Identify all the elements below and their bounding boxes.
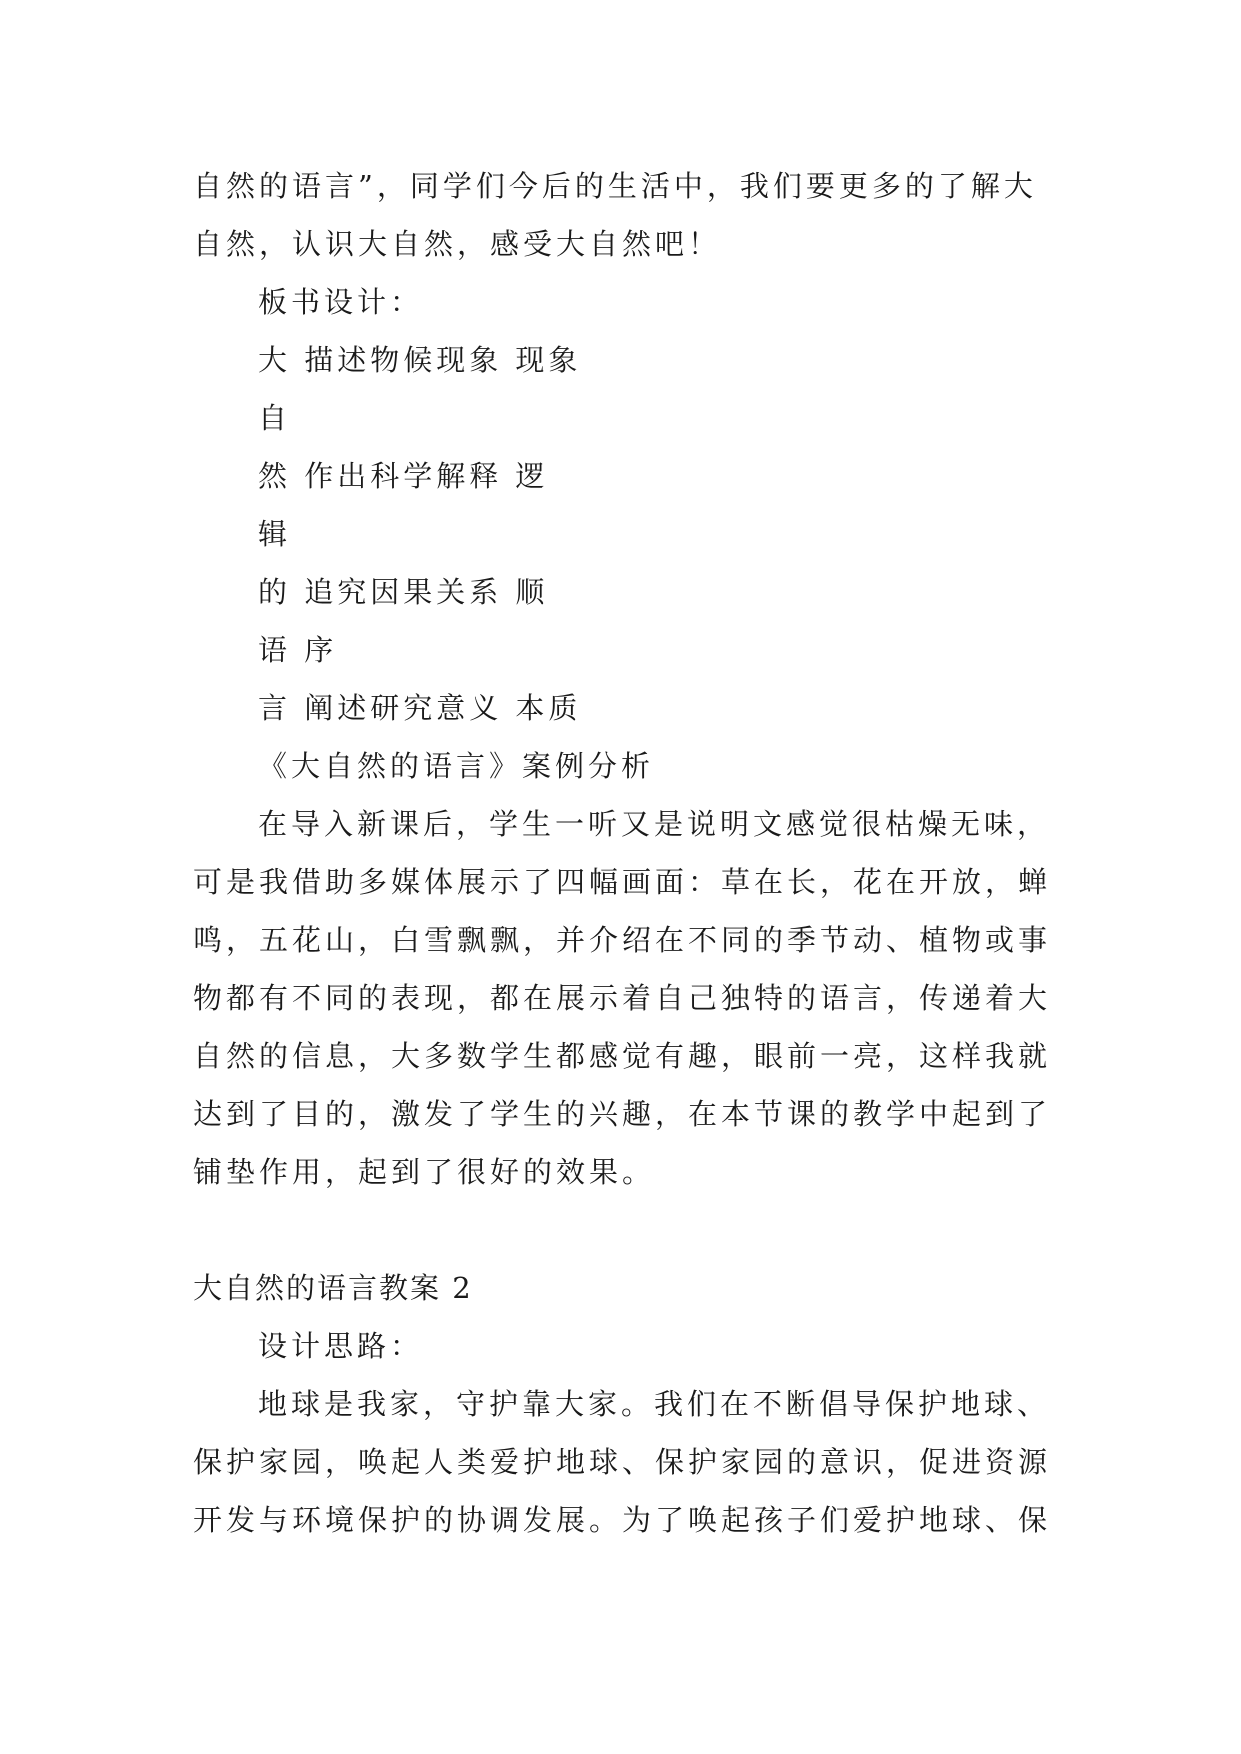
- board-design-line: 然 作出科学解释 逻: [258, 459, 549, 493]
- board-design-line: 语 序: [258, 633, 338, 667]
- board-design-line: 言 阐述研究意义 本质: [258, 691, 582, 725]
- paragraph-line: 自然的语言”，同学们今后的生活中，我们要更多的了解大: [193, 169, 1037, 203]
- paragraph-line: 自然，认识大自然，感受大自然吧！: [193, 227, 722, 261]
- paragraph-line: 在导入新课后，学生一听又是说明文感觉很枯燥无味，: [258, 807, 1051, 841]
- paragraph-line: 自然的信息，大多数学生都感觉有趣，眼前一亮，这样我就: [193, 1039, 1052, 1073]
- paragraph-line: 保护家园，唤起人类爱护地球、保护家园的意识，促进资源: [193, 1445, 1052, 1479]
- board-design-line: 的 追究因果关系 顺: [258, 575, 549, 609]
- paragraph-line: 板书设计：: [258, 285, 424, 319]
- section-heading: 设计思路：: [258, 1329, 424, 1363]
- section-heading: 《大自然的语言》案例分析: [258, 749, 655, 783]
- board-design-line: 自: [258, 401, 292, 435]
- paragraph-line: 鸣，五花山，白雪飘飘，并介绍在不同的季节动、植物或事: [193, 923, 1052, 957]
- paragraph-line: 可是我借助多媒体展示了四幅画面：草在长，花在开放，蝉: [193, 865, 1052, 899]
- paragraph-line: 达到了目的，激发了学生的兴趣，在本节课的教学中起到了: [193, 1097, 1052, 1131]
- paragraph-line: 物都有不同的表现，都在展示着自己独特的语言，传递着大: [193, 981, 1052, 1015]
- board-design-line: 辑: [258, 517, 292, 551]
- paragraph-line: 开发与环境保护的协调发展。为了唤起孩子们爱护地球、保: [193, 1503, 1052, 1537]
- paragraph-line: 铺垫作用，起到了很好的效果。: [193, 1155, 656, 1189]
- board-design-line: 大 描述物候现象 现象: [258, 343, 582, 377]
- document-title: 大自然的语言教案 2: [193, 1271, 473, 1305]
- paragraph-line: 地球是我家，守护靠大家。我们在不断倡导保护地球、: [258, 1387, 1051, 1421]
